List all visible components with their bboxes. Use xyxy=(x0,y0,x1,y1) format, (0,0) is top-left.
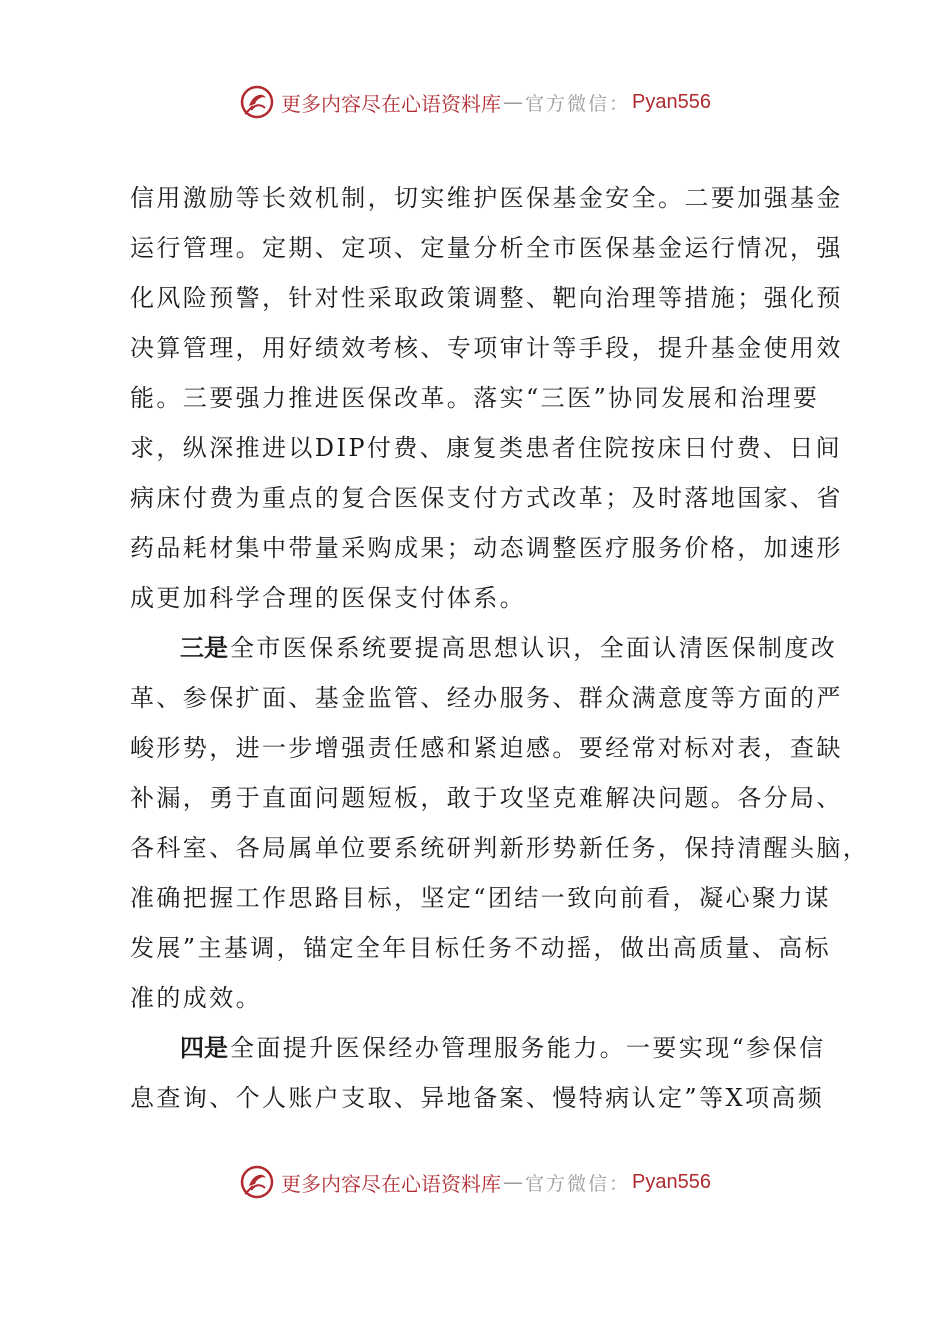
text-line: 发展”主基调，锚定全年目标任务不动摇，做出高质量、高标 xyxy=(130,934,832,962)
text-line: 成更加科学合理的医保支付体系。 xyxy=(130,584,526,612)
separator: — xyxy=(503,90,523,114)
footer-banner xyxy=(0,1162,950,1202)
header-banner xyxy=(0,82,950,122)
paragraph-4-lead: 四是 xyxy=(180,1033,228,1062)
rose-logo-icon xyxy=(239,84,275,120)
rose-logo-icon xyxy=(239,1164,275,1200)
text-line: 决算管理，用好绩效考核、专项审计等手段，提升基金使用效 xyxy=(130,334,843,362)
official-label: 官方微信： xyxy=(525,92,631,115)
paragraph-3-first-line xyxy=(130,623,838,673)
text-line: 化风险预警，针对性采取政策调整、靶向治理等措施；强化预 xyxy=(130,284,843,312)
paragraph-4-first-line xyxy=(130,1023,830,1073)
wechat-id: Pyan556 xyxy=(632,1170,711,1193)
text-line: 能。三要强力推进医保改革。落实“三医”协同发展和治理要 xyxy=(130,384,820,412)
text-line: 药品耗材集中带量采购成果；动态调整医疗服务价格，加速形 xyxy=(130,534,843,562)
text-line: 峻形势，进一步增强责任感和紧迫感。要经常对标对表，查缺 xyxy=(130,734,843,762)
text-line: 准确把握工作思路目标，坚定“团结一致向前看，凝心聚力谋 xyxy=(130,884,832,912)
text-line: 各科室、各局属单位要系统研判新形势新任务，保持清醒头脑， xyxy=(130,834,870,862)
text-line: 息查询、个人账户支取、异地备案、慢特病认定”等X项高频 xyxy=(130,1084,825,1112)
wechat-id: Pyan556 xyxy=(632,90,711,113)
library-text: 更多内容尽在心语资料库 xyxy=(281,91,501,116)
paragraph-3-lead: 三是 xyxy=(180,633,228,662)
document-body xyxy=(130,173,870,1123)
text-line: 求，纵深推进以DIP付费、康复类患者住院按床日付费、日间 xyxy=(130,434,843,462)
separator: — xyxy=(503,1170,523,1194)
library-text: 更多内容尽在心语资料库 xyxy=(281,1171,501,1196)
official-label: 官方微信： xyxy=(525,1172,631,1195)
paragraph-4-first-text: 全面提升医保经办管理服务能力。一要实现“参保信 xyxy=(230,1034,826,1062)
text-line: 运行管理。定期、定项、定量分析全市医保基金运行情况，强 xyxy=(130,234,843,262)
text-line: 革、参保扩面、基金监管、经办服务、群众满意度等方面的严 xyxy=(130,684,843,712)
text-line: 信用激励等长效机制，切实维护医保基金安全。二要加强基金 xyxy=(130,184,843,212)
paragraph-3-first-text: 全市医保系统要提高思想认识，全面认清医保制度改 xyxy=(230,634,838,662)
text-line: 病床付费为重点的复合医保支付方式改革；及时落地国家、省 xyxy=(130,484,843,512)
text-line: 补漏，勇于直面问题短板，敢于攻坚克难解决问题。各分局、 xyxy=(130,784,843,812)
text-line: 准的成效。 xyxy=(130,984,262,1012)
